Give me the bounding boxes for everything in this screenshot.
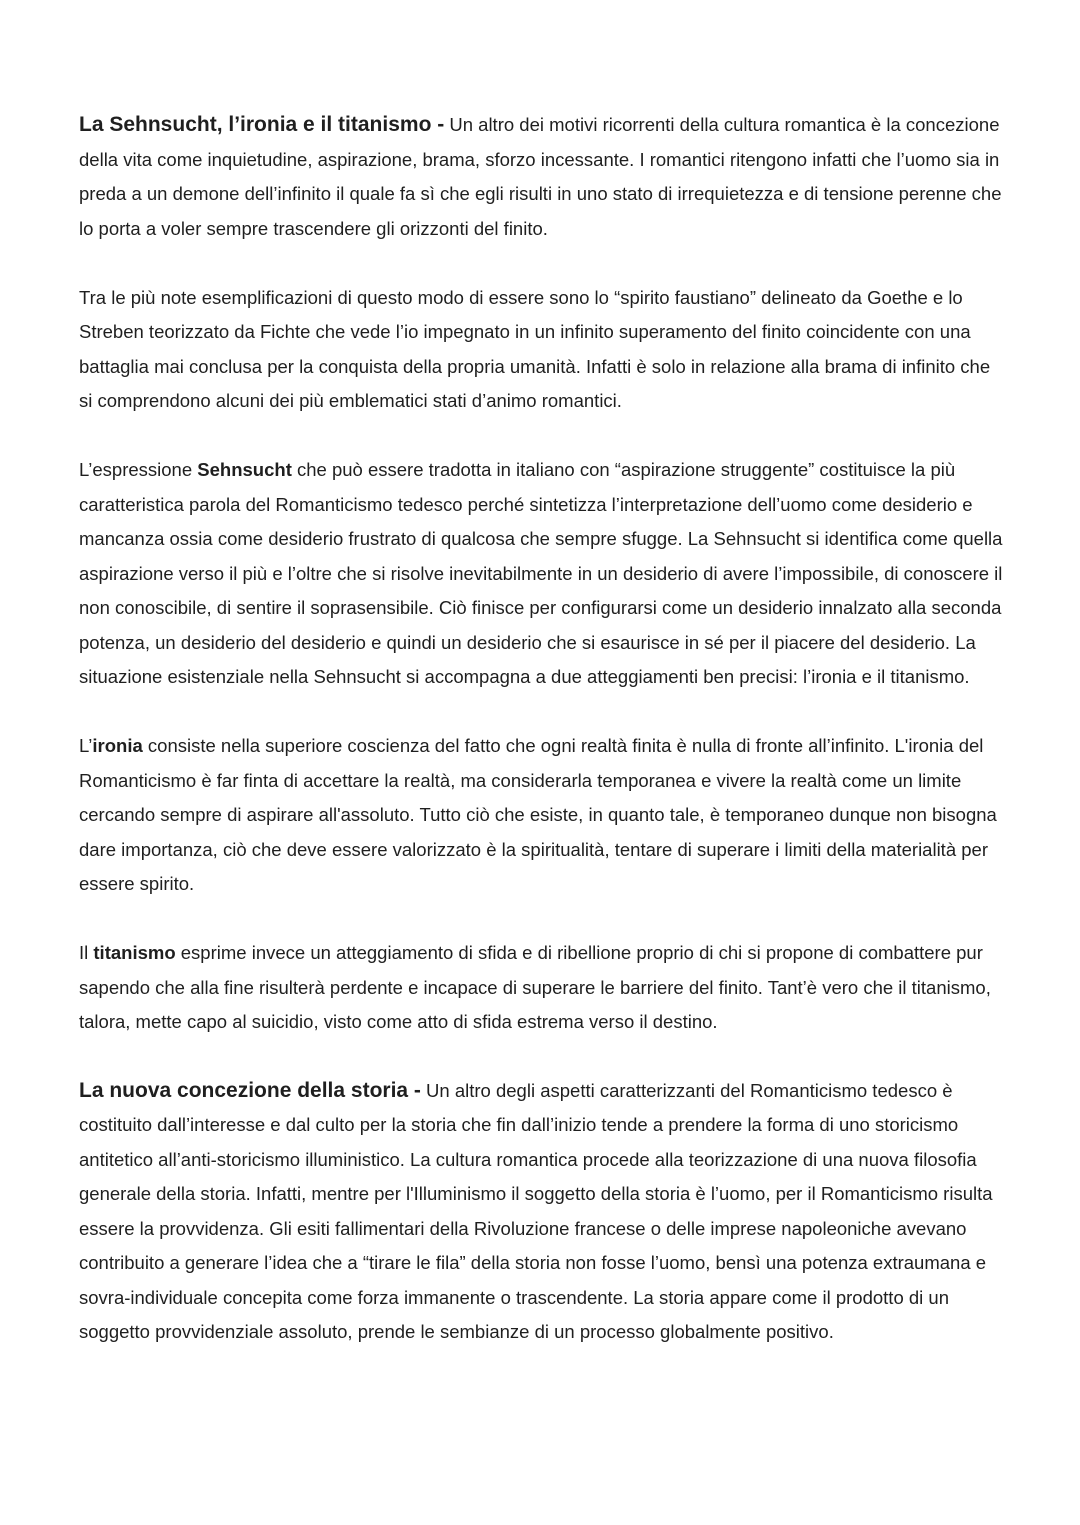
section-heading-storia: La nuova concezione della storia -: [79, 1078, 421, 1102]
section-heading-sehnsucht: La Sehnsucht, l’ironia e il titanismo -: [79, 113, 445, 136]
paragraph-sehnsucht-intro: [79, 108, 1004, 246]
paragraph-text: Un altro dei motivi ricorrenti della cultura romantica è la concezione della vita come inquietudine, aspirazione, brama, sforzo incessante. I romantici ritengono infatti che l’uomo sia in preda a un demone dell’infinito il quale fa sì che egli risulti in uno stato di irrequietezza e di tensione perenne che lo porta a voler sempre trascendere gli orizzonti del finito.: [79, 114, 1002, 239]
paragraph-text: consiste nella superiore coscienza del fatto che ogni realtà finita è nulla di fronte all’infinito. L'ironia del Romanticismo è far finta di accettare la realtà, ma considerarla temporanea e vivere la realtà come un limite cercando sempre di aspirare all'assoluto. Tutto ciò che esiste, in quanto tale, è temporaneo dunque non bisogna dare importanza, ciò che deve essere valorizzato è la spiritualità, tentare di superare i limiti della materialità per essere spirito.: [79, 735, 997, 894]
paragraph-streben: [79, 281, 1004, 419]
bold-term-titanismo: titanismo: [93, 942, 176, 963]
paragraph-sehnsucht-definition: [79, 453, 1004, 695]
paragraph-text: Tra le più note esemplificazioni di questo modo di essere sono lo “spirito faustiano” delineato da Goethe e lo Streben teorizzato da Fichte che vede l’io impegnato in un infinito superamento del finito coincidente con una battaglia mai conclusa per la conquista della propria umanità. Infatti è solo in relazione alla brama di infinito che si comprendono alcuni dei più emblematici stati d’animo romantici.: [79, 286, 991, 411]
paragraph-ironia: [79, 729, 1004, 902]
paragraph-storia: [79, 1074, 1004, 1350]
paragraph-text: L’espressione: [79, 459, 198, 480]
bold-term-sehnsucht: Sehnsucht: [197, 459, 292, 480]
paragraph-titanismo: [79, 936, 1004, 1040]
paragraph-text: esprime invece un atteggiamento di sfida e di ribellione proprio di chi si propone di combattere pur sapendo che alla fine risulterà perdente e incapace di superare le barriere del finito. Tant’è vero che il titanismo, talora, mette capo al suicidio, visto come atto di sfida estrema verso il destino.: [79, 942, 991, 1032]
document-page: [79, 108, 1004, 1384]
paragraph-text: che può essere tradotta in italiano con “aspirazione struggente” costituisce la più caratteristica parola del Romanticismo tedesco perché sintetizza l’interpretazione dell’uomo come desiderio e mancanza ossia come desiderio frustrato di qualcosa che sempre sfugge. La Sehnsucht si identifica come quella aspirazione verso il più e l’oltre che si risolve inevitabilmente in un desiderio di avere l’impossibile, di conoscere il non conoscibile, di sentire il soprasensibile. Ciò finisce per configurarsi come un desiderio innalzato alla seconda potenza, un desiderio del desiderio e quindi un desiderio che si esaurisce in sé per il piacere del desiderio. La situazione esistenziale nella Sehnsucht si accompagna a due atteggiamenti ben precisi: l’ironia e il titanismo.: [79, 459, 1003, 687]
paragraph-text: Il: [79, 942, 94, 963]
bold-term-ironia: ironia: [92, 735, 143, 756]
paragraph-text: L’: [79, 735, 93, 756]
paragraph-text: Un altro degli aspetti caratterizzanti del Romanticismo tedesco è costituito dall’interesse e dal culto per la storia che fin dall’inizio tende a prendere la forma di uno storicismo antitetico all’anti-storicismo illuministico. La cultura romantica procede alla teorizzazione di una nuova filosofia generale della storia. Infatti, mentre per l'Illuminismo il soggetto della storia è l’uomo, per il Romanticismo risulta essere la provvidenza. Gli esiti fallimentari della Rivoluzione francese o delle imprese napoleoniche avevano contribuito a generare l’idea che a “tirare le fila” della storia non fosse l’uomo, bensì una potenza extraumana e sovra-individuale concepita come forza immanente o trascendente. La storia appare come il prodotto di un soggetto provvidenziale assoluto, prende le sembianze di un processo globalmente positivo.: [79, 1079, 993, 1342]
